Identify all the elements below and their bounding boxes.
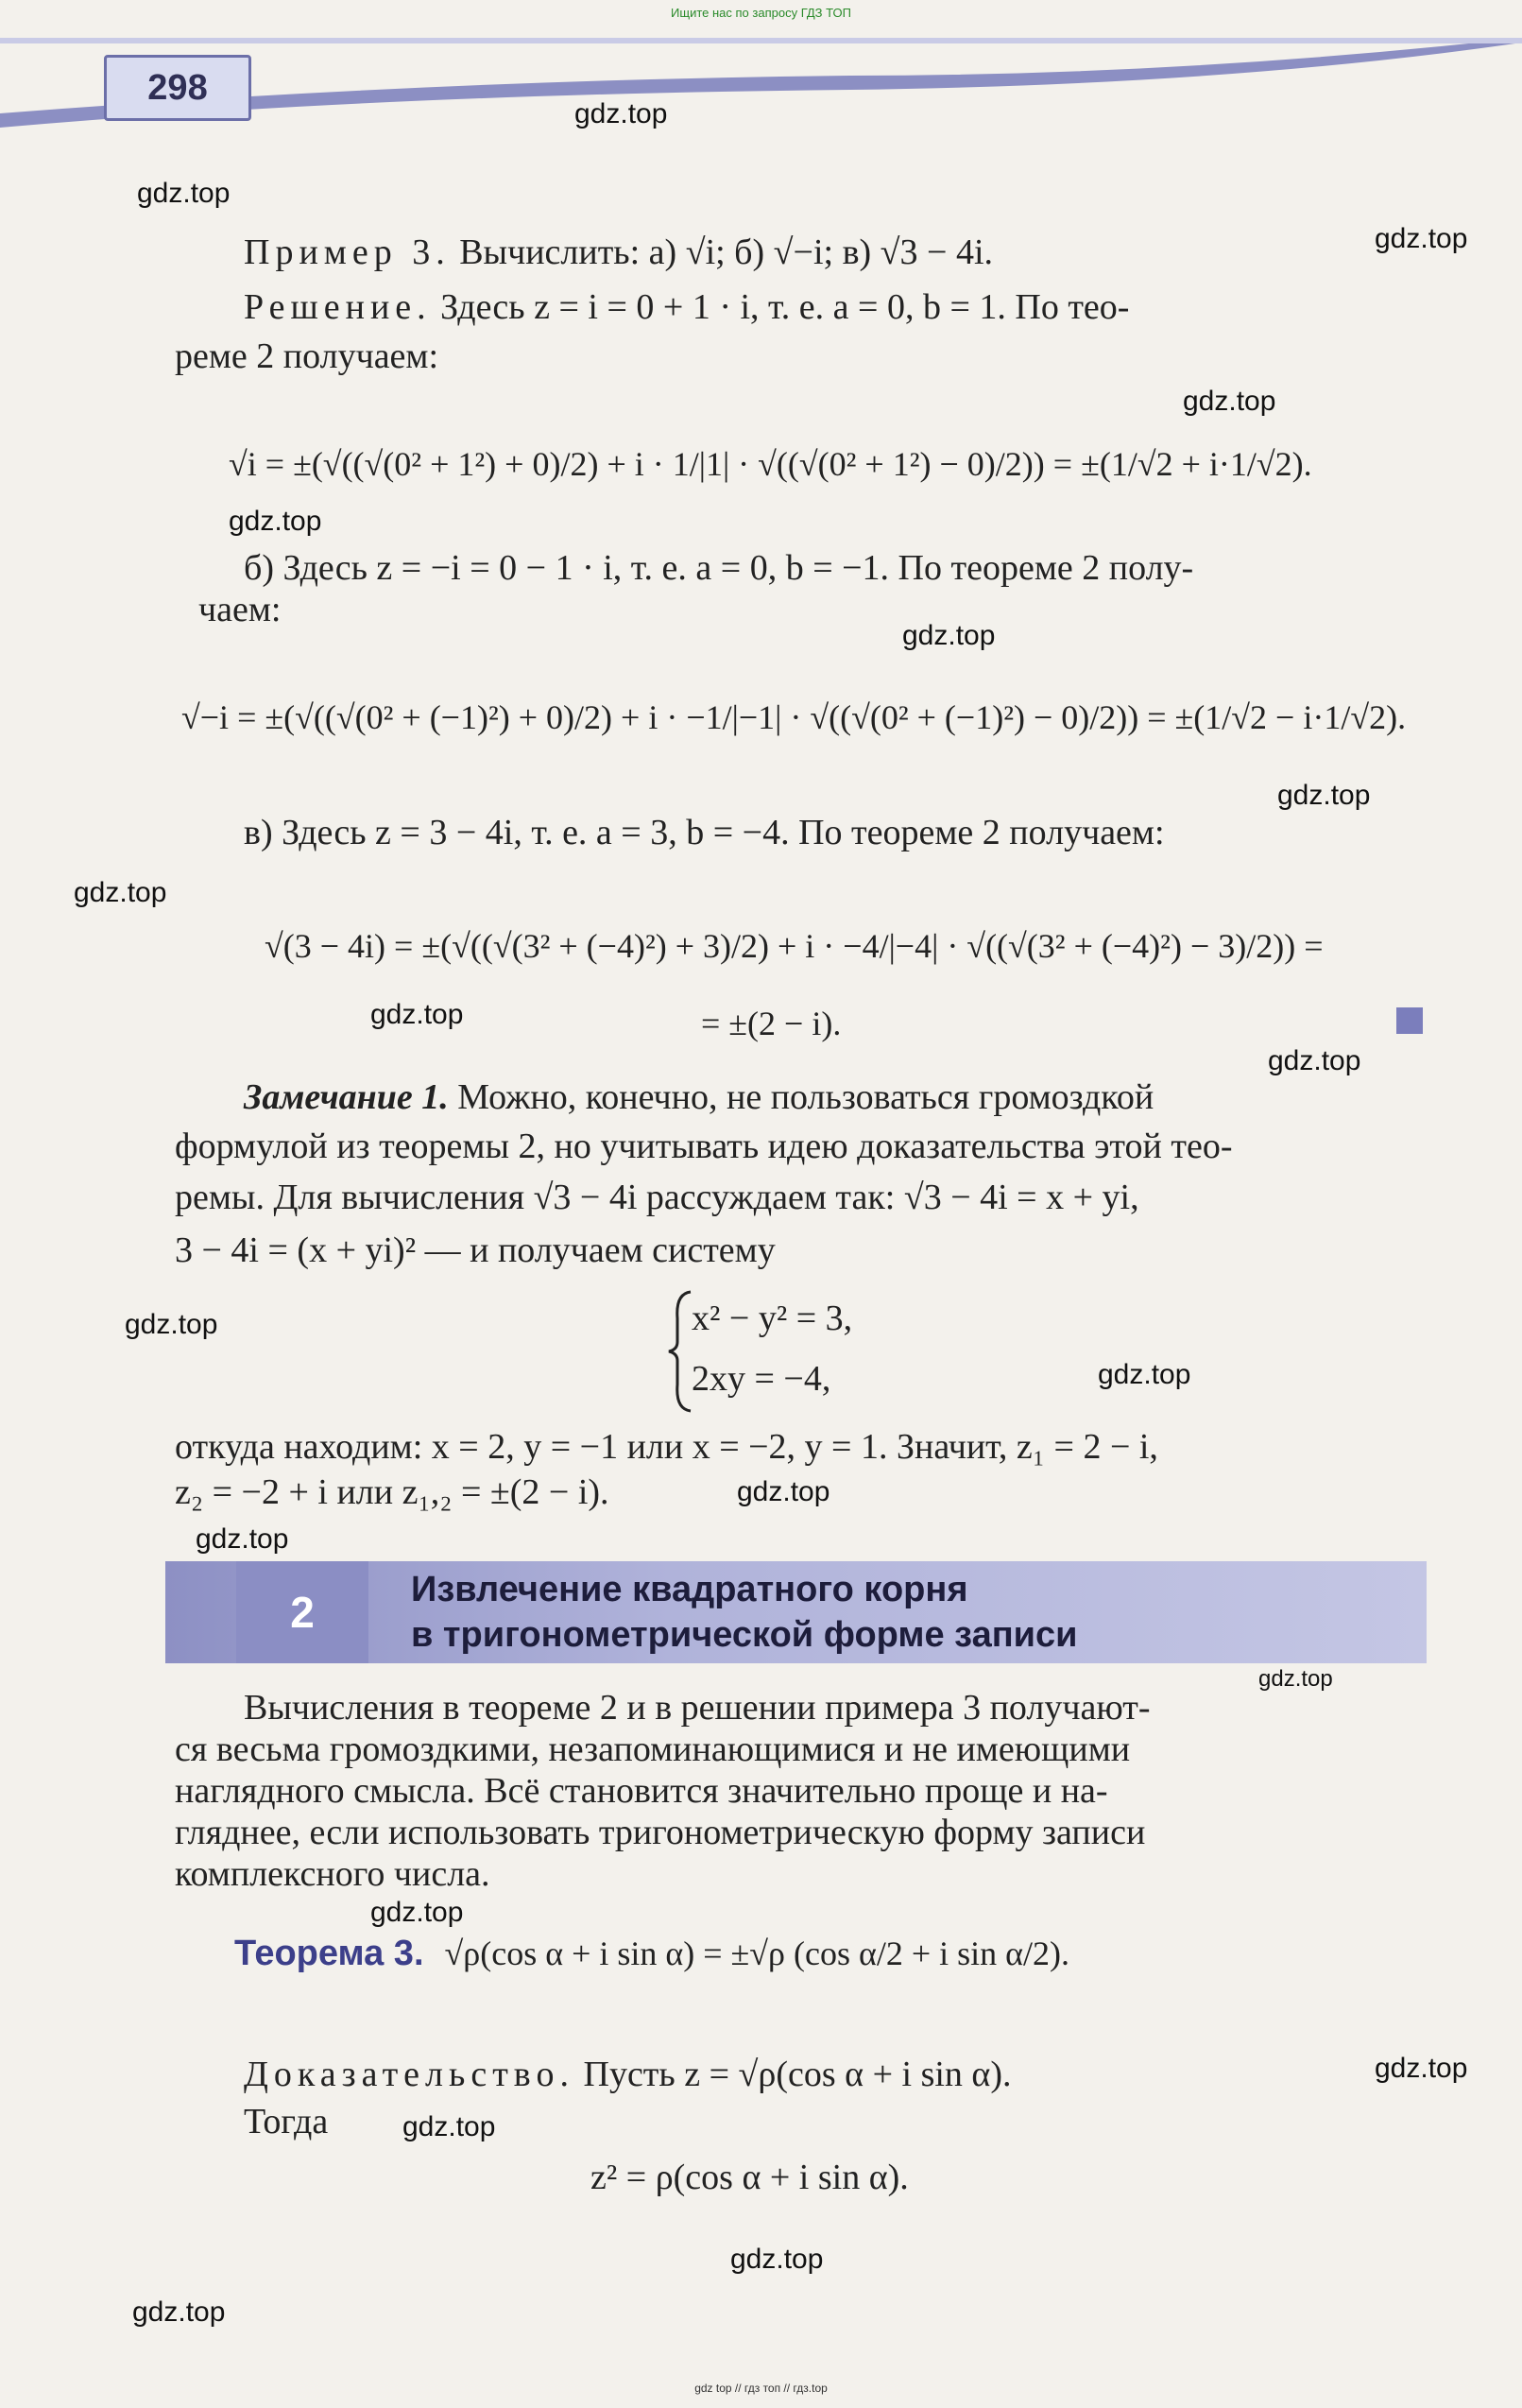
watermark: gdz.top xyxy=(737,1476,830,1507)
paragraph-line4: гляднее, если использовать тригонометрическую форму записи xyxy=(175,1813,1146,1852)
example-heading xyxy=(244,231,993,274)
paragraph-line2: ся весьма громоздкими, незапоминающимися и не имеющими xyxy=(175,1729,1131,1769)
watermark: gdz.top xyxy=(1258,1666,1333,1692)
watermark: gdz.top xyxy=(574,98,668,129)
watermark: gdz.top xyxy=(902,620,996,651)
remark-text: Можно, конечно, не пользоваться громоздкой xyxy=(457,1077,1154,1117)
system-eq1: x² − y² = 3, xyxy=(692,1299,853,1338)
section-title xyxy=(411,1567,1078,1658)
watermark: gdz.top xyxy=(1375,223,1468,254)
formula-a: √i = ±(√((√(0² + 1²) + 0)/2) + i · 1/|1| · √((√(0² + 1²) − 0)/2)) = ±(1/√2 + i·1/√2). xyxy=(229,445,1312,483)
watermark: gdz.top xyxy=(74,877,167,908)
watermark: gdz.top xyxy=(1098,1359,1191,1390)
system-brace xyxy=(666,1290,694,1413)
watermark: gdz.top xyxy=(1375,2053,1468,2084)
formula-c2: = ±(2 − i). xyxy=(701,1005,842,1042)
part-b-line2: чаем: xyxy=(198,590,282,629)
watermark: gdz.top xyxy=(1277,780,1371,811)
formula-c1: √(3 − 4i) = ±(√((√(3² + (−4)²) + 3)/2) + i · −4/|−4| · √((√(3² + (−4)²) − 3)/2)) = xyxy=(265,927,1324,965)
watermark: gdz.top xyxy=(229,506,322,537)
watermark: gdz.top xyxy=(402,2111,496,2142)
proof-text: Пусть z = √ρ(cos α + i sin α). xyxy=(583,2055,1012,2094)
footer: gdz top // гдз топ // гдз.top xyxy=(694,2382,828,2395)
theorem-label: Теорема 3. xyxy=(234,1934,424,1973)
remark-line4: 3 − 4i = (x + yi)² — и получаем систему xyxy=(175,1230,776,1270)
section-title-line2: в тригонометрической форме записи xyxy=(411,1615,1078,1655)
part-c-line: в) Здесь z = 3 − 4i, т. е. a = 3, b = −4. По теореме 2 получаем: xyxy=(244,813,1165,852)
watermark: gdz.top xyxy=(370,999,464,1030)
system-eq2: 2xy = −4, xyxy=(692,1359,831,1399)
remark-line1 xyxy=(244,1075,1154,1119)
example-label: Пример 3. xyxy=(244,232,451,272)
theorem-block xyxy=(234,1934,1069,1974)
remark-line3: ремы. Для вычисления √3 − 4i рассуждаем так: √3 − 4i = x + yi, xyxy=(175,1178,1139,1217)
watermark: gdz.top xyxy=(137,178,231,209)
formula-b: √−i = ±(√((√(0² + (−1)²) + 0)/2) + i · −1/|−1| · √((√(0² + (−1)²) − 0)/2)) = ±(1/√2 − i·1/√2). xyxy=(181,698,1407,736)
section-number: 2 xyxy=(236,1561,368,1663)
watermark: gdz.top xyxy=(1183,386,1276,417)
solution-part-a-line2: реме 2 получаем: xyxy=(175,336,439,376)
paragraph-line5: комплексного числа. xyxy=(175,1854,490,1894)
proof-line1 xyxy=(244,2053,1011,2096)
solution-line xyxy=(244,285,1129,329)
top-banner: Ищите нас по запросу ГДЗ ТОП xyxy=(671,6,851,20)
solution-label: Решение. xyxy=(244,287,432,327)
page-number: 298 xyxy=(104,55,251,121)
watermark: gdz.top xyxy=(125,1309,218,1340)
theorem-formula: √ρ(cos α + i sin α) = ±√ρ (cos α/2 + i sin α/2). xyxy=(444,1935,1070,1972)
watermark: gdz.top xyxy=(1268,1045,1361,1076)
end-of-solution-marker xyxy=(1396,1007,1423,1034)
section-title-line1: Извлечение квадратного корня xyxy=(411,1570,968,1609)
remark-line5: откуда находим: x = 2, y = −1 или x = −2, y = 1. Значит, z₁ = 2 − i, xyxy=(175,1427,1158,1467)
paragraph-line3: наглядного смысла. Всё становится значительно проще и на- xyxy=(175,1771,1108,1811)
solution-part-a-line1: Здесь z = i = 0 + 1 · i, т. е. a = 0, b = 1. По тео- xyxy=(440,287,1130,327)
paragraph-line1: Вычисления в теореме 2 и в решении примера 3 получают- xyxy=(244,1688,1151,1728)
watermark: gdz.top xyxy=(132,2296,226,2328)
watermark: gdz.top xyxy=(196,1523,289,1555)
example-task: Вычислить: а) √i; б) √−i; в) √3 − 4i. xyxy=(459,232,994,272)
remark-line2: формулой из теоремы 2, но учитывать идею доказательства этой тео- xyxy=(175,1127,1233,1166)
watermark: gdz.top xyxy=(730,2244,824,2275)
proof-line2: Тогда xyxy=(244,2102,329,2141)
watermark: gdz.top xyxy=(370,1897,464,1928)
proof-label: Доказательство. xyxy=(244,2055,574,2094)
remark-line6: z₂ = −2 + i или z₁,₂ = ±(2 − i). xyxy=(175,1472,609,1512)
remark-label: Замечание 1. xyxy=(244,1077,449,1117)
proof-formula: z² = ρ(cos α + i sin α). xyxy=(590,2158,909,2197)
part-b-line1: б) Здесь z = −i = 0 − 1 · i, т. е. a = 0, b = −1. По теореме 2 полу- xyxy=(244,548,1194,588)
